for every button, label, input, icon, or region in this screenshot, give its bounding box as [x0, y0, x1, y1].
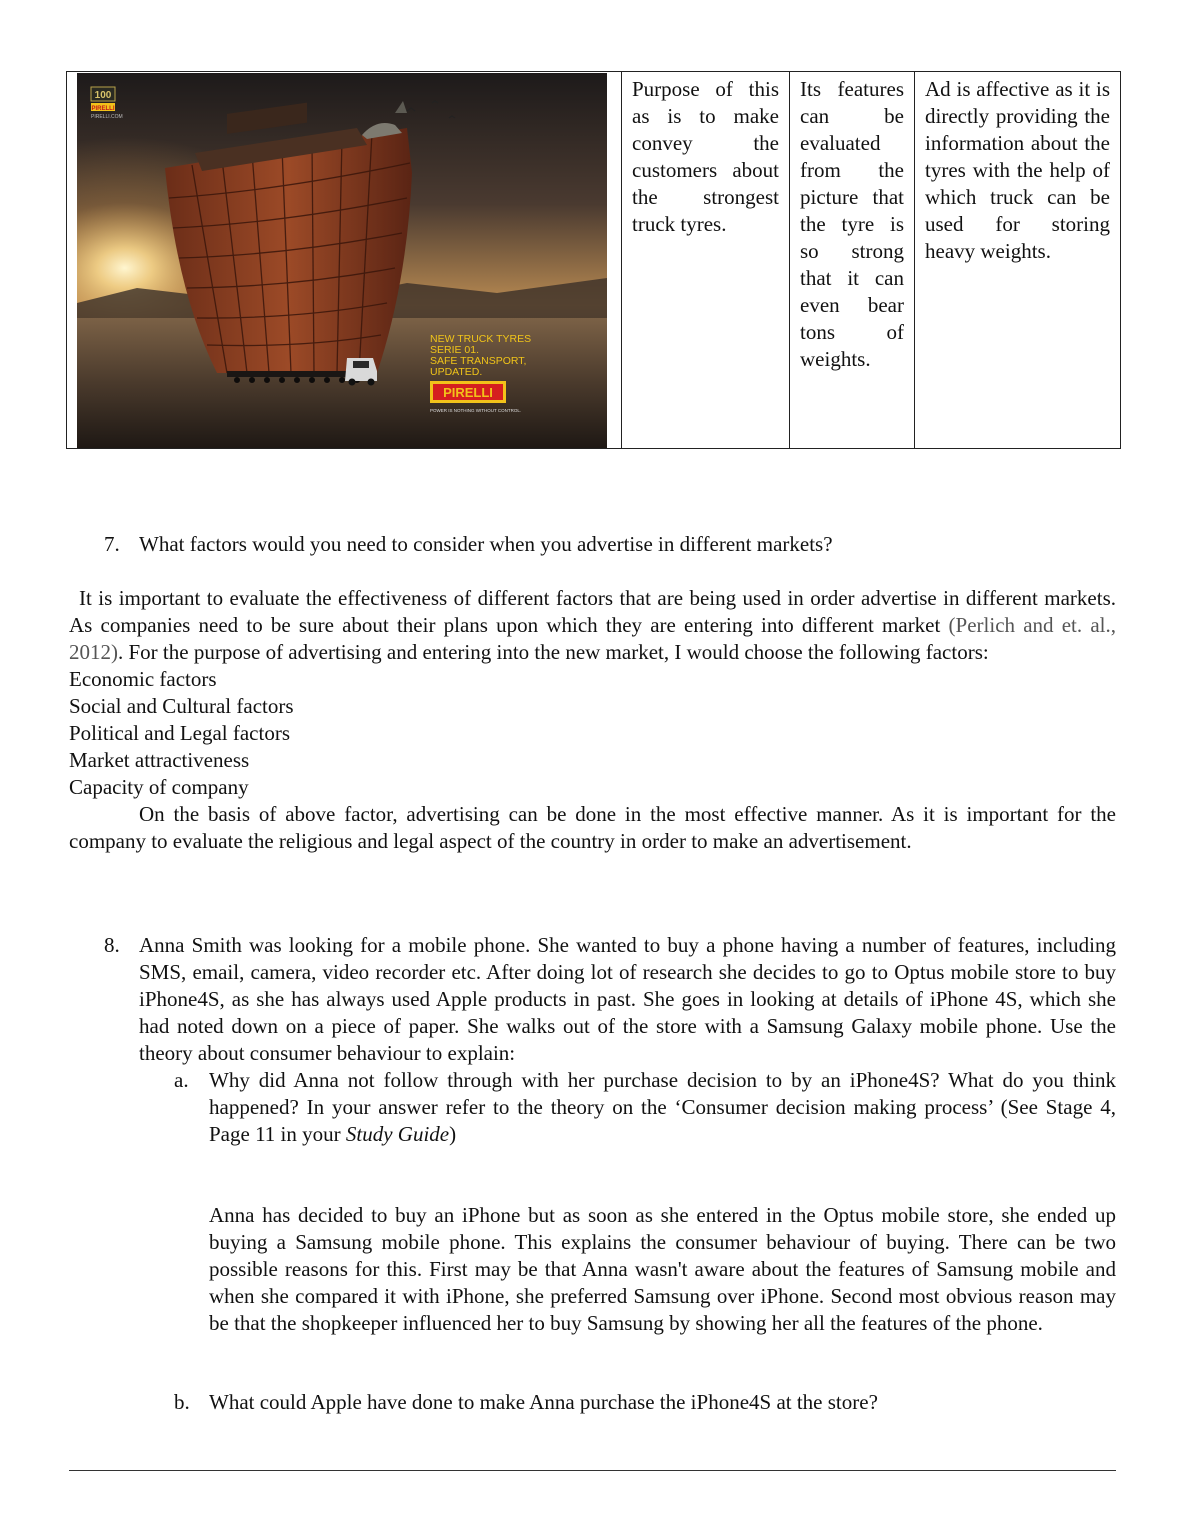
brand-url: PIRELLI.COM [91, 114, 123, 120]
question-8a [69, 1067, 1116, 1148]
effectiveness-text: Ad is affective as it is directly providing the information about the tyres with the help of which truck can be used for storing heavy weights. [925, 77, 1110, 263]
ad-slogan: POWER IS NOTHING WITHOUT CONTROL. [430, 408, 522, 413]
features-cell [790, 72, 915, 449]
tagline-line-3: SAFE TRANSPORT, [430, 355, 527, 367]
answer-8a [69, 1202, 1116, 1337]
small-brand-logo: PIRELLI [91, 106, 115, 112]
ad-image-cell [67, 72, 622, 449]
purpose-text: Purpose of this as is to make convey the customers about the strongest truck tyres. [632, 77, 779, 236]
question-7-answer [69, 585, 1116, 855]
centenary-badge: 100 [94, 90, 112, 101]
answer-7-paragraph [69, 585, 1116, 666]
question-8a-body: Why did Anna not follow through with her purchase decision to by an iPhone4S? What do you think happened? In your answer refer to the theory on the ‘Consumer decision making process’ (See Stage 4, Page 11 in your [209, 1068, 1116, 1146]
factor-social-cultural: Social and Cultural factors [69, 694, 294, 718]
question-8a-label: a. [174, 1068, 189, 1092]
factor-economic: Economic factors [69, 667, 217, 691]
question-8-scenario: Anna Smith was looking for a mobile phone. She wanted to buy a phone having a number of features, including SMS, email, camera, video recorder etc. After doing lot of research she decides to go to Optus mobile store to buy iPhone4S, as she has always used Apple products in past. She goes in looking at details of iPhone 4S, which she had noted down on a piece of paper. She walks out of the store with a Samsung Galaxy mobile phone. Use the theory about consumer behaviour to explain: [139, 933, 1116, 1065]
purpose-cell [622, 72, 790, 449]
effectiveness-cell [915, 72, 1121, 449]
ad-analysis-table [66, 71, 1121, 449]
factor-political-legal: Political and Legal factors [69, 721, 291, 745]
citation: (Perlich and et. al., 2012) [69, 613, 1116, 664]
question-8b [69, 1389, 1116, 1416]
factor-company-capacity: Capacity of company [69, 775, 249, 799]
factor-market-attractiveness: Market attractiveness [69, 748, 250, 772]
features-text: Its features can be evaluated from the picture that the tyre is so strong that it can even bear tons of weights. [800, 77, 904, 371]
question-8 [69, 932, 1116, 1067]
question-8a-text [209, 1067, 1116, 1148]
answer-7-conclusion: On the basis of above factor, advertising can be done in the most effective manner. As it is important for the company to evaluate the religious and legal aspect of the country in order to make an advertisement. [69, 802, 1116, 853]
tagline-line-4: UPDATED. [430, 366, 483, 378]
question-8b-label: b. [174, 1390, 190, 1414]
answer-7-part-1: It is important to evaluate the effectiveness of different factors that are being used in order advertise in different markets. As companies need to be sure about their plans upon which they are entering into different market [69, 586, 1116, 637]
question-8-number: 8. [104, 933, 120, 957]
answer-8a-text: Anna has decided to buy an iPhone but as soon as she entered in the Optus mobile store, she ended up buying a Samsung mobile phone. This explains the consumer behaviour of buying. There can be two possible reasons for this. First may be that Anna wasn't aware about the features of Samsung mobile and when she compared it with iPhone, she preferred Samsung over iPhone. Second most obvious reason may be that the shopkeeper influenced her to buy Samsung by showing her all the features of the phone. [209, 1203, 1116, 1335]
footer-divider [69, 1470, 1116, 1471]
question-7-number: 7. [104, 532, 120, 556]
answer-7-part-2: . For the purpose of advertising and entering into the new market, I would choose the following factors: [118, 640, 989, 664]
tagline-line-1: NEW TRUCK TYRES [430, 333, 532, 345]
tagline-line-2: SERIE 01. [430, 344, 480, 356]
pirelli-logo: PIRELLI [443, 385, 493, 400]
ark-truck-illustration [77, 73, 607, 448]
question-8a-end: ) [449, 1122, 457, 1146]
pirelli-ad-image [77, 73, 607, 448]
question-8b-text: What could Apple have done to make Anna purchase the iPhone4S at the store? [209, 1390, 878, 1414]
question-7-text: What factors would you need to consider when you advertise in different markets? [139, 532, 833, 556]
study-guide-title: Study Guide [345, 1122, 450, 1146]
